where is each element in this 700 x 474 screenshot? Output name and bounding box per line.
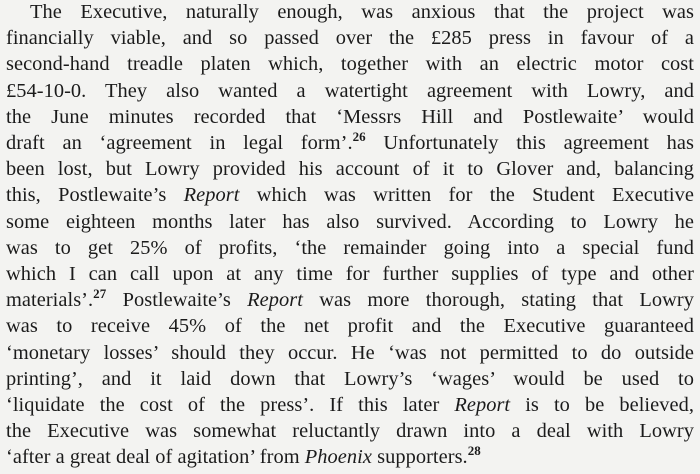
text-line <box>6 340 694 366</box>
text-segment: was more thorough, stating that Lowry <box>302 289 694 312</box>
text-segment: the Executive was somewhat reluctantly drawn into a deal with Lowry <box>6 420 694 443</box>
text-segment: Postlewaite’s <box>106 289 248 312</box>
document-page <box>6 0 694 474</box>
text-line <box>6 418 694 444</box>
text-segment: The Executive, naturally enough, was anxious that the project was <box>30 1 694 23</box>
text-segment: ‘after a great deal of agitation’ from <box>6 446 305 469</box>
text-segment: £54-10-0. They also wanted a watertight agreement with Lowry, and <box>6 79 694 102</box>
text-segment: was to receive 45% of the net profit and the Executive guaranteed <box>6 315 694 338</box>
footnote-marker: 28 <box>467 443 481 459</box>
text-segment: been lost, but Lowry provided his account of it to Glover and, balancing <box>6 158 694 181</box>
text-segment: printing’, and it laid down that Lowry’s ‘wages’ would be used to <box>6 367 694 390</box>
text-segment: Unfortunately this agreement has <box>365 132 694 154</box>
text-segment: is to be believed, <box>510 394 694 416</box>
italic-text: Report <box>247 289 303 312</box>
text-line <box>6 25 694 51</box>
text-segment: draft an ‘agreement in legal form’. <box>6 132 353 154</box>
text-line <box>6 287 694 313</box>
text-line <box>6 235 694 261</box>
text-segment: the June minutes recorded that ‘Messrs Hill and Postlewaite’ would <box>6 105 694 128</box>
footnote-marker: 26 <box>352 129 366 144</box>
text-line <box>6 130 694 156</box>
text-line <box>6 366 694 392</box>
text-segment: supporters. <box>371 446 468 469</box>
text-line <box>6 104 694 130</box>
text-segment: financially viable, and so passed over the £285 press in favour of a <box>6 27 694 50</box>
text-segment: which was written for the Student Executive <box>239 184 694 207</box>
text-line <box>6 156 694 182</box>
text-segment: second-hand treadle platen which, together with an electric motor cost <box>6 53 694 76</box>
text-line <box>6 313 694 339</box>
text-line <box>6 0 694 25</box>
text-segment: ‘liquidate the cost of the press’. If this later <box>6 394 455 416</box>
italic-text: Phoenix <box>304 446 372 469</box>
text-segment: ‘monetary losses’ should they occur. He ‘was not permitted to do outside <box>6 341 694 364</box>
footnote-marker: 27 <box>93 286 107 302</box>
italic-text: Report <box>454 394 511 416</box>
text-segment: this, Postlewaite’s <box>6 184 184 207</box>
text-segment: some eighteen months later has also survived. According to Lowry he <box>6 210 694 233</box>
text-segment: materials’. <box>6 289 94 312</box>
text-line <box>6 261 694 287</box>
text-segment: was to get 25% of profits, ‘the remainder going into a special fund <box>6 236 694 259</box>
text-line <box>6 182 694 208</box>
text-line <box>6 51 694 77</box>
text-line <box>6 444 694 470</box>
text-line <box>6 78 694 104</box>
text-line <box>6 209 694 235</box>
text-line <box>6 392 694 418</box>
italic-text: Report <box>183 184 240 207</box>
text-segment: which I can call upon at any time for further supplies of type and other <box>6 263 694 285</box>
